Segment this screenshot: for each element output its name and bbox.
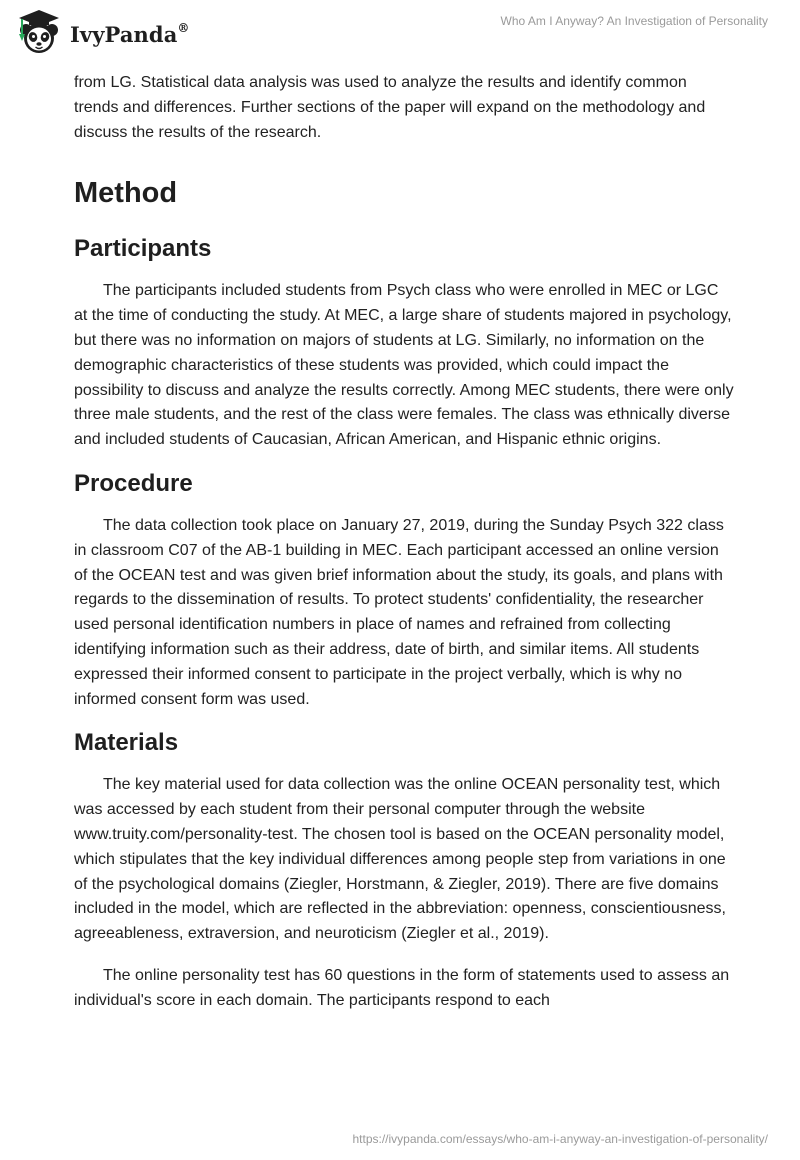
panda-graduate-icon	[14, 8, 64, 56]
participants-paragraph: The participants included students from Psych class who were enrolled in MEC or LGC at the time of conducting the study. At MEC, a large share of students majored in psychology, but there was no information on majors of students at LG. Similarly, no information on the demographic characteristics of these students was provided, which could impact the possibility to discuss and analyze the results correctly. Among MEC students, there were only three male students, and the rest of the class were females. The class was ethnically diverse and included students of Caucasian, African American, and Hispanic ethnic origins.	[74, 282, 734, 449]
footer-source-url[interactable]: https://ivypanda.com/essays/who-am-i-anyway-an-investigation-of-personality/	[352, 1132, 768, 1146]
materials-heading: Materials	[74, 729, 179, 757]
essay-body	[74, 71, 734, 1014]
registered-mark: ®	[177, 20, 190, 35]
procedure-paragraph: The data collection took place on January 27, 2019, during the Sunday Psych 322 class in classroom C07 of the AB-1 building in MEC. Each participant accessed an online version of the OCEAN test and was given brief information about the study, its goals, and plans with regards to the dissemination of results. To protect students' confidentiality, the researcher used personal identification numbers in place of names and refrained from collecting identifying information such as their address, date of birth, and similar items. All students expressed their informed consent to participate in the project verbally, which is why no informed consent form was used.	[74, 516, 724, 708]
logo-wordmark	[70, 22, 190, 47]
intro-paragraph-tail: from LG. Statistical data analysis was used to analyze the results and identify common trends and differences. Further sections of the paper will expand on the methodology and discuss the results of the research.	[74, 74, 706, 141]
procedure-heading: Procedure	[74, 469, 193, 497]
page-header	[0, 0, 800, 64]
ivypanda-logo[interactable]	[14, 8, 190, 56]
logo-text: IvyPanda	[70, 21, 178, 47]
participants-heading: Participants	[74, 235, 212, 263]
materials-paragraph-1: The key material used for data collection was the online OCEAN personality test, which was accessed by each student from their personal computer through the website www.truity.com/personality-test. The chosen tool is based on the OCEAN personality model, which stipulates that the key individual differences among people step from variations in one of the psychological domains (Ziegler, Horstmann, & Ziegler, 2019). There are five domains included in the model, which are reflected in the abbreviation: openness, conscientiousness, agreeableness, extraversion, and neuroticism (Ziegler et al., 2019).	[74, 776, 726, 943]
method-heading: Method	[74, 177, 178, 210]
materials-paragraph-2: The online personality test has 60 questions in the form of statements used to assess an individual's score in each domain. The participants respond to each	[74, 966, 730, 1009]
document-title: Who Am I Anyway? An Investigation of Personality	[500, 14, 768, 28]
